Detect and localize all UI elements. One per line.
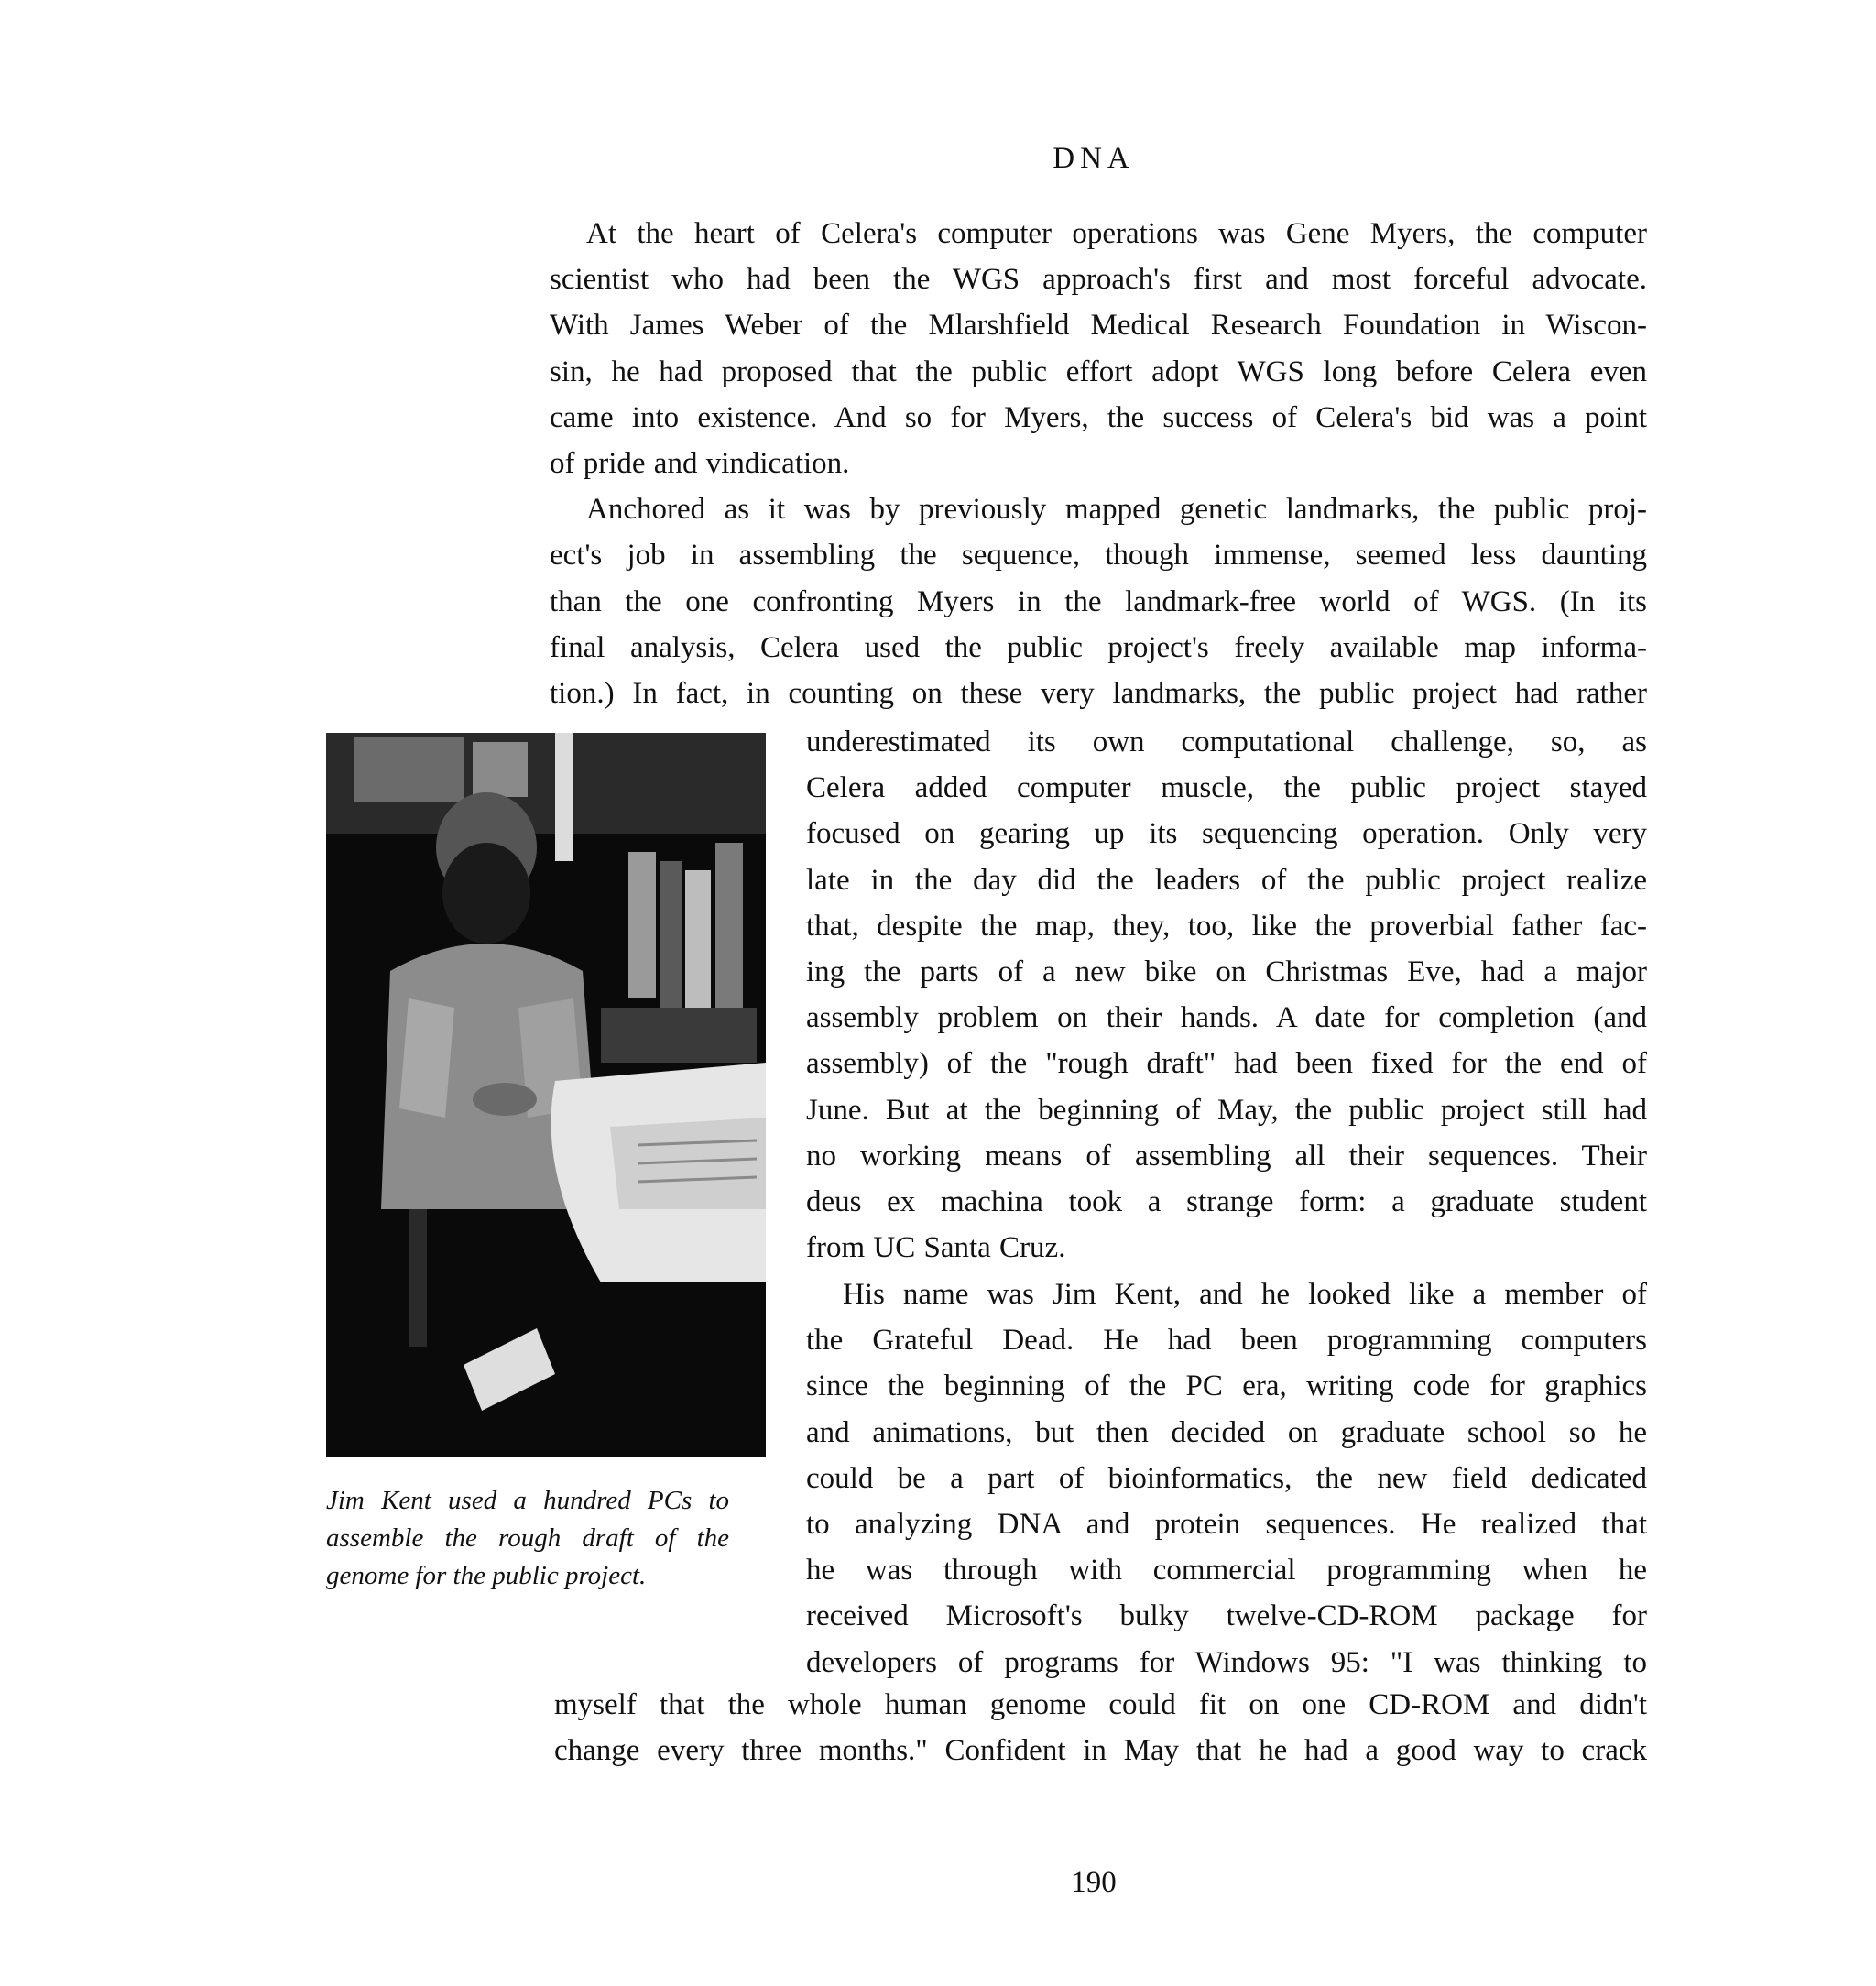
text-line: since the beginning of the PC era, writing code for graphics [806, 1369, 1647, 1403]
text-line: from UC Santa Cruz. [806, 1231, 1066, 1265]
running-head: DNA [1053, 142, 1135, 175]
text-line: and animations, but then decided on graduate school so he [806, 1415, 1647, 1449]
text-line: Anchored as it was by previously mapped genetic landmarks, the public proj- [586, 493, 1647, 527]
text-line: sin, he had proposed that the public effort adopt WGS long before Celera even [550, 355, 1647, 388]
caption-line: Jim Kent used a hundred PCs to [326, 1486, 729, 1515]
page-number: 190 [1071, 1866, 1117, 1899]
text-line: assembly) of the "rough draft" had been fixed for the end of [806, 1047, 1647, 1081]
text-line: the Grateful Dead. He had been programming computers [806, 1324, 1647, 1358]
caption-line: assemble the rough draft of the [326, 1523, 729, 1553]
text-line: no working means of assembling all their sequences. Their [806, 1139, 1647, 1173]
text-line: focused on gearing up its sequencing operation. Only very [806, 817, 1647, 851]
text-line: June. But at the beginning of May, the public project still had [806, 1093, 1647, 1127]
text-line: received Microsoft's bulky twelve-CD-ROM package for [806, 1599, 1647, 1633]
text-line: came into existence. And so for Myers, the success of Celera's bid was a point [550, 400, 1647, 434]
photo-jim-kent [326, 733, 766, 1457]
text-line: scientist who had been the WGS approach's first and most forceful advocate. [550, 263, 1647, 297]
text-line: could be a part of bioinformatics, the new field dedicated [806, 1461, 1647, 1495]
text-line: he was through with commercial programming when he [806, 1554, 1647, 1588]
body-text-top [550, 211, 1647, 716]
text-line: His name was Jim Kent, and he looked like a member of [843, 1278, 1647, 1311]
caption-line: genome for the public project. [326, 1561, 647, 1590]
text-line: of pride and vindication. [550, 447, 850, 481]
text-line: myself that the whole human genome could fit on one CD-ROM and didn't [554, 1688, 1647, 1721]
text-line: that, despite the map, they, too, like the proverbial father fac- [806, 909, 1647, 943]
text-line: than the one confronting Myers in the landmark-free world of WGS. (In its [550, 584, 1647, 618]
text-line: to analyzing DNA and protein sequences. He realized that [806, 1508, 1647, 1542]
text-line: change every three months." Confident in May that he had a good way to crack [554, 1734, 1647, 1768]
text-line: ect's job in assembling the sequence, though immense, seemed less daunting [550, 539, 1647, 573]
text-line: developers of programs for Windows 95: "I was thinking to [806, 1645, 1647, 1679]
text-line: tion.) In fact, in counting on these very landmarks, the public project had rather [550, 677, 1647, 711]
text-line: At the heart of Celera's computer operations was Gene Myers, the computer [586, 217, 1647, 250]
photo-caption [326, 1482, 729, 1595]
body-text-bottom [554, 1682, 1647, 1773]
text-line: deus ex machina took a strange form: a graduate student [806, 1185, 1647, 1219]
text-line: late in the day did the leaders of the public project realize [806, 863, 1647, 897]
body-text-right-2 [806, 1271, 1647, 1686]
body-text-right [806, 719, 1647, 1271]
text-line: With James Weber of the Mlarshfield Medical Research Foundation in Wiscon- [550, 309, 1647, 343]
text-line: assembly problem on their hands. A date for completion (and [806, 1001, 1647, 1035]
text-line: ing the parts of a new bike on Christmas Eve, had a major [806, 955, 1647, 989]
text-line: underestimated its own computational challenge, so, as [806, 726, 1647, 758]
text-line: Celera added computer muscle, the public project stayed [806, 771, 1647, 805]
text-line: final analysis, Celera used the public project's freely available map informa- [550, 630, 1647, 664]
